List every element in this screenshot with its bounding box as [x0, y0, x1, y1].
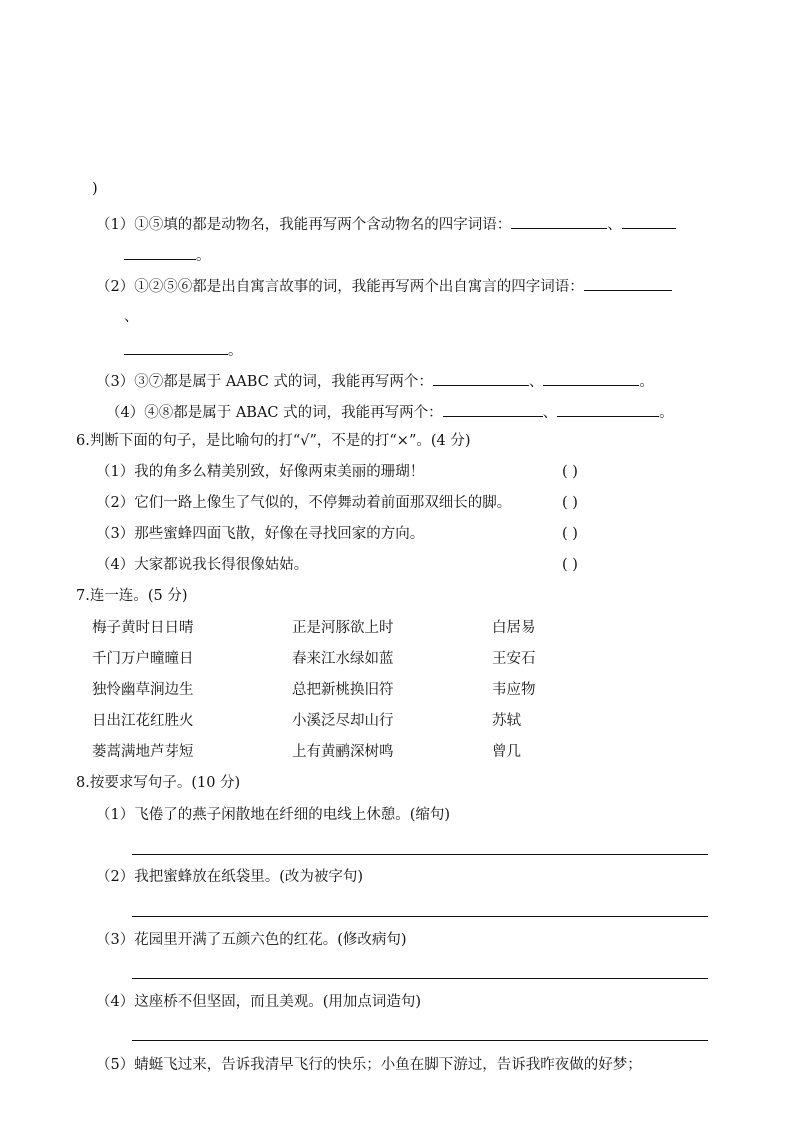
- poem-line-right[interactable]: 小溪泛尽却山行: [292, 713, 394, 729]
- poem-line-left[interactable]: 梅子黄时日日晴: [92, 620, 194, 636]
- q8-item-2: （2）我把蜜蜂放在纸袋里。(改为被字句): [96, 869, 364, 885]
- q6-item-2: （2）它们一路上像生了气似的，不停舞动着前面那双细长的脚。: [96, 495, 512, 511]
- q5-sub3-text: （3）③⑦都是属于 AABC 式的词，我能再写两个：: [96, 374, 433, 390]
- q8-item-4: （4）这座桥不但坚固，而且美观。(用加点词造句): [96, 994, 422, 1010]
- poem-line-right[interactable]: 春来江水绿如蓝: [292, 651, 394, 667]
- q5-sub2-sep: 、: [124, 309, 139, 325]
- q5-sub2-cont: [124, 340, 243, 360]
- answer-paren[interactable]: ( ): [562, 495, 578, 511]
- period: 。: [228, 343, 243, 359]
- q5-sub1-cont: [124, 245, 211, 265]
- q5-sub1: [96, 214, 676, 234]
- q6-item-4: （4）大家都说我长得很像姑姑。: [96, 557, 309, 573]
- poet-name[interactable]: 曾几: [492, 744, 521, 760]
- q5-sub1-text: （1）①⑤填的都是动物名，我能再写两个含动物名的四字词语：: [96, 217, 512, 233]
- poem-line-right[interactable]: 正是河豚欲上时: [292, 620, 394, 636]
- q8-item-1: （1）飞倦了的燕子闲散地在纤细的电线上休憩。(缩句): [96, 807, 451, 823]
- answer-blank[interactable]: [124, 340, 228, 355]
- separator: 、: [542, 405, 558, 421]
- q8-item-5: （5）蜻蜓飞过来，告诉我清早飞行的快乐；小鱼在脚下游过，告诉我昨夜做的好梦；: [96, 1057, 642, 1073]
- q5-sub3: [96, 371, 654, 391]
- q5-sub4-text: （4）④⑧都是属于 ABAC 式的词，我能再写两个：: [106, 405, 443, 421]
- q7-title: 7.连一连。(5 分): [76, 588, 188, 604]
- q6-title: 6.判断下面的句子，是比喻句的打“√”，不是的打“×”。(4 分): [76, 433, 471, 449]
- answer-blank[interactable]: [511, 214, 607, 229]
- q8-item-3: （3）花园里开满了五颜六色的红花。(修改病句): [96, 932, 407, 948]
- answer-blank[interactable]: [433, 371, 529, 386]
- separator: 、: [607, 217, 622, 233]
- poem-line-left[interactable]: 蒌蒿满地芦芽短: [92, 744, 194, 760]
- closing-paren: ): [92, 181, 98, 197]
- answer-blank[interactable]: [124, 245, 196, 260]
- period: 。: [659, 405, 674, 421]
- answer-paren[interactable]: ( ): [562, 464, 578, 480]
- period: 。: [639, 374, 654, 390]
- answer-blank[interactable]: [584, 276, 672, 291]
- poem-line-left[interactable]: 日出江花红胜火: [92, 713, 194, 729]
- poem-line-left[interactable]: 独怜幽草涧边生: [92, 682, 194, 698]
- answer-blank[interactable]: [557, 402, 659, 417]
- q6-item-3: （3）那些蜜蜂四面飞散，好像在寻找回家的方向。: [96, 526, 425, 542]
- answer-paren[interactable]: ( ): [562, 526, 578, 542]
- poem-line-right[interactable]: 上有黄鹂深树鸣: [292, 744, 394, 760]
- answer-line[interactable]: [132, 916, 708, 917]
- q5-sub2: [96, 276, 672, 296]
- poem-line-left[interactable]: 千门万户曈曈日: [92, 651, 194, 667]
- q8-title: 8.按要求写句子。(10 分): [76, 775, 241, 791]
- answer-blank[interactable]: [443, 402, 543, 417]
- period: 。: [196, 248, 211, 264]
- poet-name[interactable]: 苏轼: [492, 713, 521, 729]
- answer-blank[interactable]: [543, 371, 639, 386]
- separator: 、: [528, 374, 544, 390]
- poet-name[interactable]: 韦应物: [492, 682, 536, 698]
- answer-blank[interactable]: [622, 214, 676, 229]
- poet-name[interactable]: 王安石: [492, 651, 536, 667]
- poet-name[interactable]: 白居易: [492, 620, 536, 636]
- q5-sub4: [106, 402, 674, 422]
- answer-line[interactable]: [132, 854, 708, 855]
- answer-paren[interactable]: ( ): [562, 557, 578, 573]
- q6-item-1: （1）我的角多么精美别致，好像两束美丽的珊瑚！: [96, 464, 425, 480]
- answer-line[interactable]: [132, 1040, 708, 1041]
- poem-line-right[interactable]: 总把新桃换旧符: [292, 682, 394, 698]
- q5-sub2-text: （2）①②⑤⑥都是出自寓言故事的词，我能再写两个出自寓言的四字词语：: [96, 279, 584, 295]
- answer-line[interactable]: [132, 978, 708, 979]
